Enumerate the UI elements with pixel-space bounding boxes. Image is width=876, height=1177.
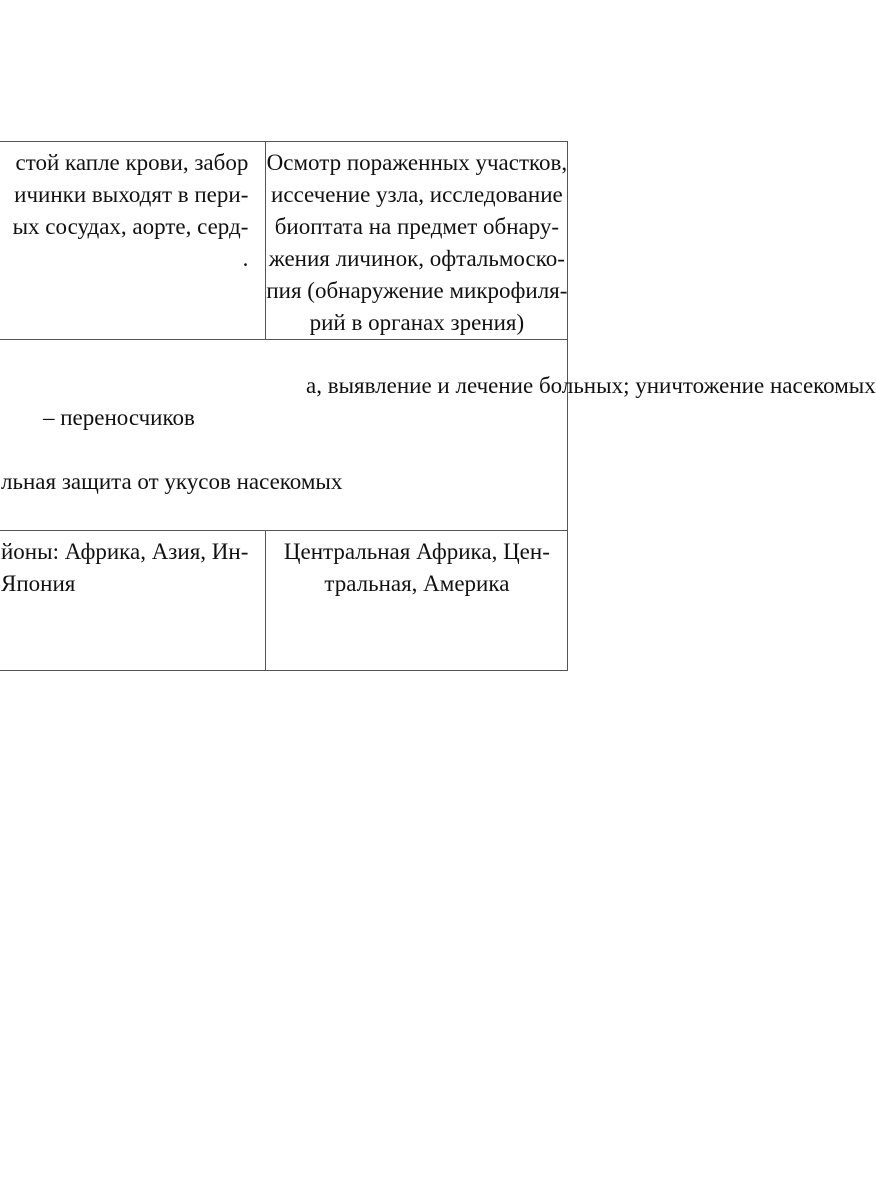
table-cell-diagnosis-method — [0, 142, 266, 340]
cell-text-diagnosis-procedure: Осмотр пораженных участков, иссечение узла, исследование биоптата на предмет обнару- жения личинок, офтальмоско- пия (обнаружение микрофиля- рий в органах зрения) — [266, 150, 568, 335]
cell-text-diagnosis-method: стой капле крови, забор ичинки выходят в пери- ых сосудах, аорте, серд- . — [12, 150, 249, 271]
table-cell-diagnosis-procedure — [266, 142, 568, 340]
cell-text-distribution-right: Центральная Африка, Цен- тральная, Америка — [283, 539, 550, 596]
prevention-line-3: льная защита от укусов насекомых — [1, 469, 343, 494]
table-cell-prevention — [0, 340, 876, 531]
table-row — [0, 531, 568, 671]
table-cell-distribution-left — [0, 531, 266, 671]
disease-table — [0, 141, 876, 671]
table-cell-distribution-right — [266, 531, 568, 671]
cell-text-distribution-left: йоны: Африка, Азия, Ин- Япония — [1, 539, 249, 596]
prevention-line-2: – переносчиков — [43, 405, 195, 430]
prevention-line-1: а, выявление и лечение больных; уничтожение насекомых — [306, 373, 876, 398]
table-row — [0, 142, 568, 340]
table-row — [0, 340, 568, 531]
